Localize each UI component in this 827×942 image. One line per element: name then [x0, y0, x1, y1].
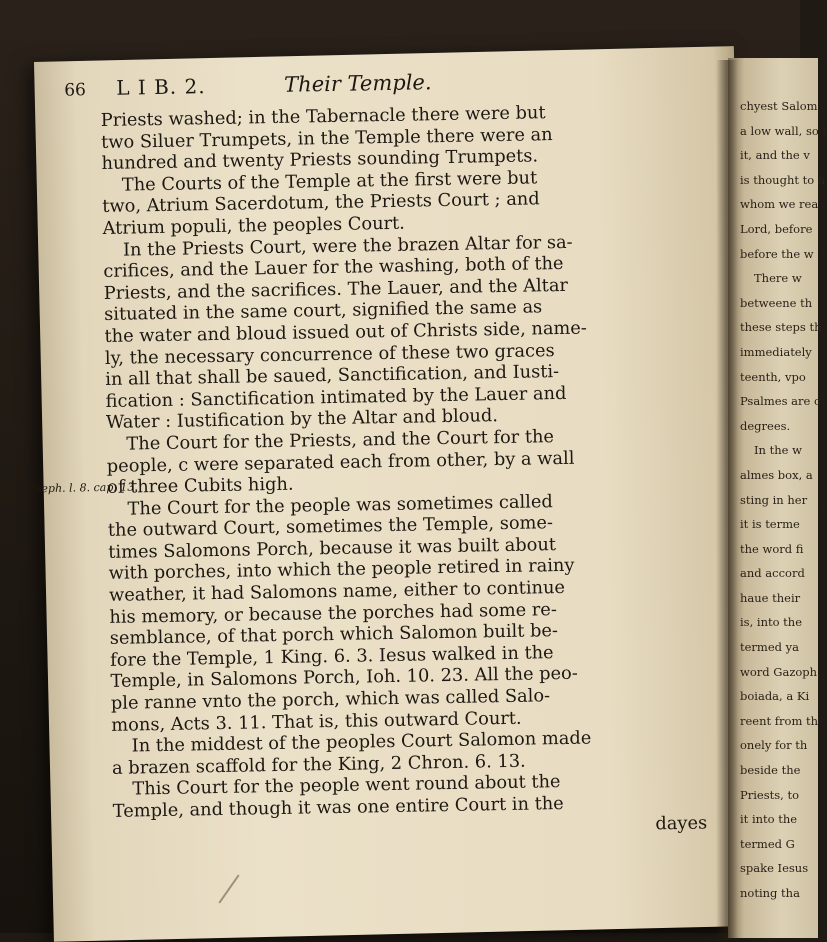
text-line: Atrium populi, the peoples Court. [102, 212, 406, 239]
text-line: two Siluer Trumpets, in the Temple there were an [100, 123, 553, 153]
text-line: mons, Acts 3. 11. That is, this outward Court. [111, 707, 522, 736]
facing-line: termed G [740, 836, 795, 851]
text-line: In the middest of the peoples Court Salomon made [131, 727, 592, 757]
facing-line: onely for th [740, 738, 808, 753]
facing-line: noting tha [740, 886, 800, 900]
catchword: dayes [655, 812, 708, 835]
facing-line: Lord, before [740, 221, 813, 236]
page-number: 66 [64, 80, 87, 101]
text-line: his memory, or because the porches had some re- [109, 598, 558, 628]
text-line: The Courts of the Temple at the first were but [121, 167, 538, 196]
text-line: The Court for the Priests, and the Court for the [126, 426, 555, 455]
text-line: crifices, and the Lauer for the washing, both of the [103, 253, 564, 283]
facing-line: immediately [740, 344, 812, 359]
facing-page-text [740, 94, 827, 906]
facing-line: termed ya [740, 640, 800, 655]
text-line: the water and bloud issued out of Christs side, name- [104, 317, 588, 347]
facing-line: chyest Salom [740, 99, 818, 113]
facing-line: Psalmes are c [740, 394, 821, 409]
facing-line: almes box, a [740, 467, 813, 482]
text-line: hundred and twenty Priests sounding Trumpets. [101, 145, 539, 175]
text-line: situated in the same court, signified the same as [103, 296, 543, 326]
facing-line: is, into the [740, 615, 803, 630]
text-line: Water : Iustification by the Altar and bloud. [105, 405, 499, 434]
facing-line: word Gazoph [740, 664, 818, 679]
text-line: Temple, in Salomons Porch, Ioh. 10. 23. All the peo- [110, 663, 578, 693]
facing-line: it into the [740, 812, 798, 827]
facing-line: Priests, to [740, 787, 799, 802]
text-line: Temple, and though it was one entire Court in the [112, 793, 564, 822]
text-line: Priests, and the sacrifices. The Lauer, and the Altar [103, 274, 569, 304]
text-line: ly, the necessary concurrence of these two graces [104, 339, 555, 369]
facing-line: haue their [740, 590, 801, 605]
facing-line: There w [754, 271, 802, 286]
text-line: the outward Court, sometimes the Temple, some- [107, 512, 554, 542]
book-gutter [716, 60, 738, 940]
facing-line: before the w [740, 246, 814, 261]
facing-line: spake Iesus [740, 861, 809, 876]
facing-line: whom we rea [740, 197, 819, 212]
text-line: fication : Sanctification intimated by the Lauer and [105, 382, 567, 412]
text-line: ple ranne vnto the porch, which was called Salo- [110, 685, 551, 714]
facing-line: it is terme [740, 517, 800, 532]
text-line: semblance, of that porch which Salomon built be- [109, 620, 559, 650]
facing-line: beside the [740, 763, 801, 778]
facing-line: is thought to h [740, 172, 826, 187]
text-line: In the Priests Court, were the brazen Altar for sa- [122, 231, 573, 261]
text-line: people, c were separated each from other, by a wall [106, 447, 575, 477]
facing-line: degrees. [740, 418, 791, 433]
facing-line: it, and the v [740, 148, 810, 163]
facing-line: and accord [740, 566, 805, 581]
text-line: a brazen scaffold for the King, 2 Chron. 6. 13. [111, 750, 526, 779]
text-line: The Court for the people was sometimes called [127, 490, 553, 520]
facing-line: In the w [754, 443, 802, 458]
facing-line: the word fi [740, 541, 804, 556]
text-line: with porches, into which the people retired in rainy [108, 555, 575, 585]
text-line: two, Atrium Sacerdotum, the Priests Court ; and [102, 188, 540, 218]
margin-note: c Ioseph. l. 8. cap. 13. [15, 480, 138, 496]
facing-line: these steps th [740, 320, 822, 335]
facing-line: a low wall, so t [740, 123, 827, 138]
text-line-content: of three Cubits high. [107, 473, 294, 499]
text-line: This Court for the people went round about the [132, 771, 561, 800]
facing-line: teenth, vpo [740, 369, 806, 384]
text-line: weather, it had Salomons name, either to continue [108, 577, 566, 606]
text-line: times Salomons Porch, because it was built about [108, 533, 557, 563]
facing-line: sting in her [740, 492, 808, 507]
facing-line: betweene th [740, 295, 813, 310]
page-text [15, 66, 713, 845]
facing-line: reent from th [740, 713, 819, 728]
text-line: fore the Temple, 1 King. 6. 3. Iesus walked in the [110, 642, 554, 671]
text-line: Priests washed; in the Tabernacle there were but [100, 102, 546, 131]
page-title: Their Temple. [283, 70, 432, 97]
text-line: in all that shall be saued, Sanctification, and Iusti- [105, 361, 560, 391]
facing-line: boiada, a Ki [740, 689, 810, 704]
chapter-label: L I B. 2. [115, 74, 206, 100]
